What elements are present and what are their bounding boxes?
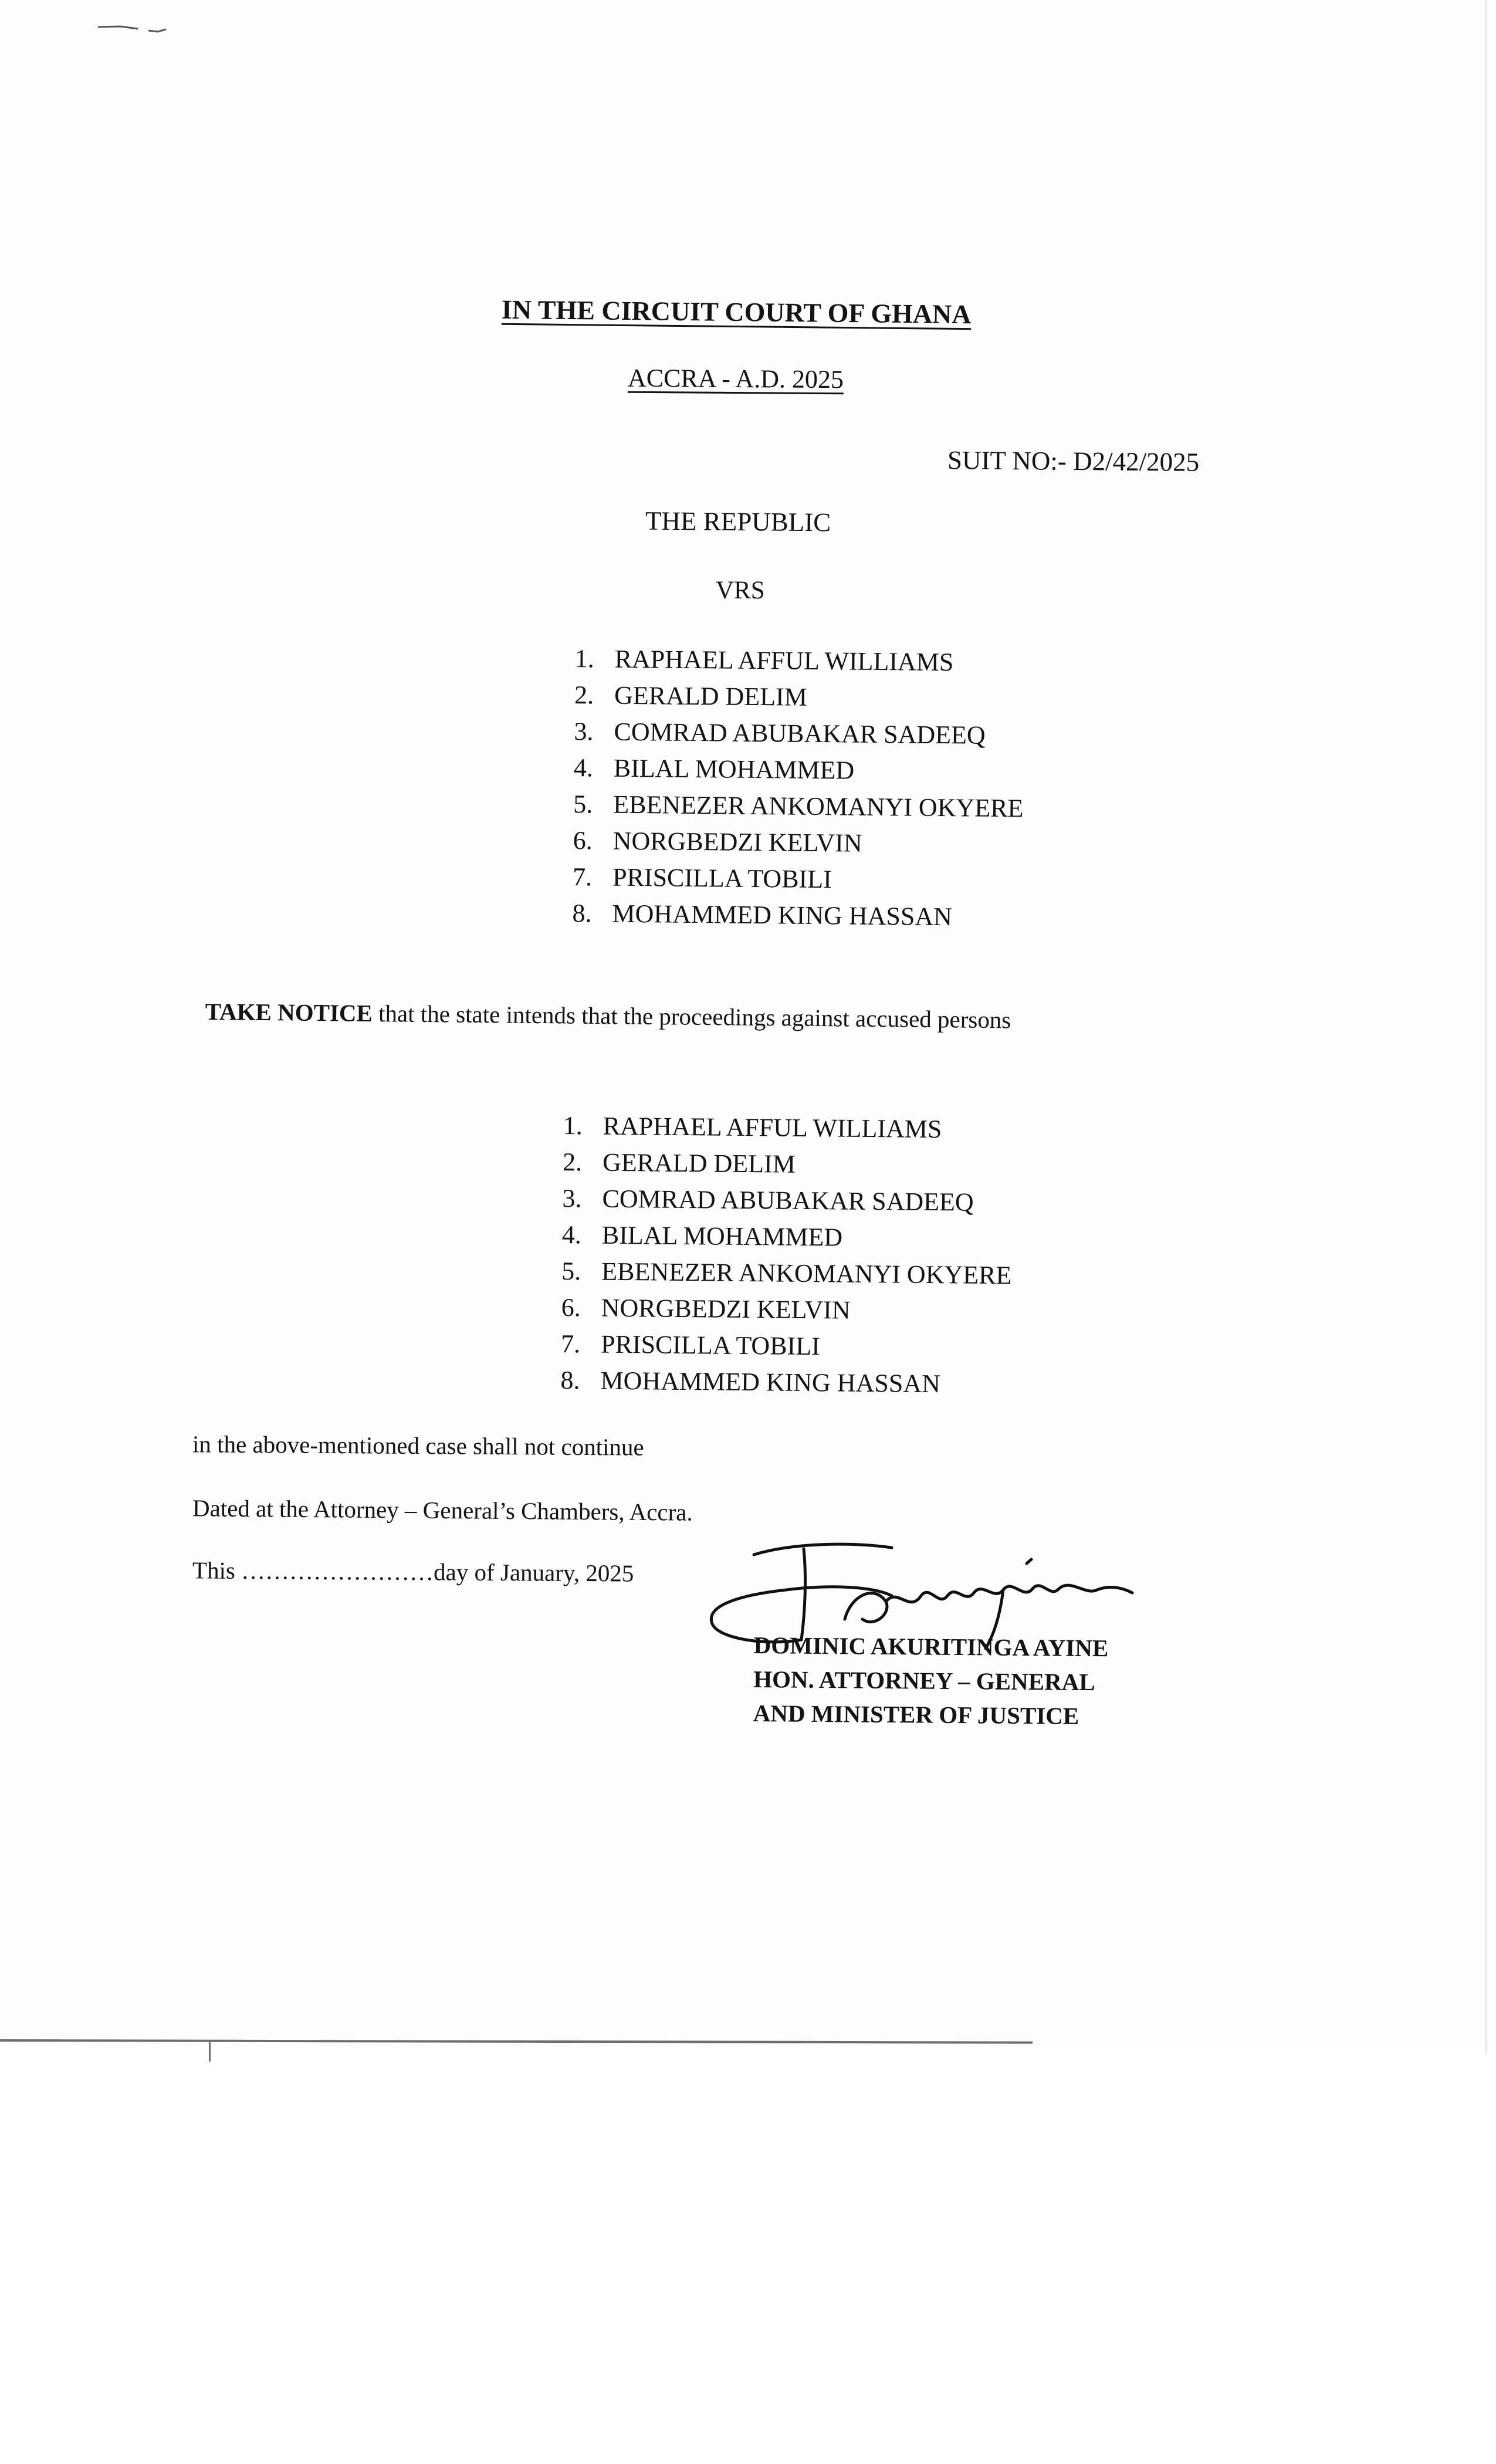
list-item [572,895,1023,936]
list-item [573,786,1024,827]
court-place-year: ACCRA - A.D. 2025 [627,363,844,394]
list-number: 7. [572,862,593,892]
take-notice-lead: TAKE NOTICE [205,998,373,1027]
list-number: 2. [574,680,594,710]
take-notice-text: that the state intends that the proceedings against accused persons [372,999,1011,1034]
list-number: 6. [573,825,593,855]
dated-at-line: Dated at the Attorney – General’s Chambers, Accra. [192,1494,693,1526]
court-name: IN THE CIRCUIT COURT OF GHANA [501,294,972,330]
list-item [560,1362,1011,1403]
list-number: 8. [572,898,592,928]
list-item [562,1180,1013,1221]
accused-list-caption [572,641,1025,936]
list-item [574,641,1025,681]
list-item [562,1217,1013,1257]
accused-name: RAPHAEL AFFUL WILLIAMS [614,644,954,677]
list-item [561,1289,1011,1330]
accused-name: COMRAD ABUBAKAR SADEEQ [614,717,986,750]
list-number: 6. [561,1292,581,1322]
list-number: 2. [562,1147,583,1177]
list-item [574,677,1025,717]
accused-name: MOHAMMED KING HASSAN [612,899,953,932]
list-item [574,750,1024,790]
accused-name: BILAL MOHAMMED [601,1220,843,1252]
accused-name: GERALD DELIM [602,1148,796,1179]
accused-name: PRISCILLA TOBILI [600,1329,820,1361]
signatory-title-2: AND MINISTER OF JUSTICE [753,1699,1079,1729]
list-item [573,859,1023,899]
accused-name: RAPHAEL AFFUL WILLIAMS [603,1111,942,1144]
accused-name: NORGBEDZI KELVIN [612,826,862,858]
list-item [574,713,1024,754]
list-item [563,1144,1013,1184]
signatory-title: HON. ATTORNEY – GENERAL [753,1665,1095,1696]
list-number: 3. [562,1183,582,1213]
accused-name: NORGBEDZI KELVIN [601,1293,851,1325]
list-number: 4. [573,753,594,783]
handwritten-signature [698,1531,1144,1666]
scan-edge-tick [209,2042,211,2062]
closing-line: in the above-mentioned case shall not continue [192,1430,644,1461]
list-number: 1. [563,1111,583,1140]
versus-label: VRS [716,577,765,604]
prosecution-party: THE REPUBLIC [645,506,831,537]
list-number: 1. [574,644,594,673]
list-item [561,1326,1011,1366]
accused-name: EBENEZER ANKOMANYI OKYERE [601,1257,1012,1290]
scan-speck-mark [97,23,179,33]
list-number: 5. [561,1256,581,1286]
accused-name: BILAL MOHAMMED [613,753,855,785]
accused-name: MOHAMMED KING HASSAN [600,1366,941,1399]
date-line: This ……………………day of January, 2025 [192,1556,634,1587]
list-item [573,823,1023,863]
accused-name: GERALD DELIM [614,681,808,712]
scan-edge-right [1485,0,1487,2053]
list-number: 5. [573,789,593,819]
list-number: 8. [560,1365,580,1395]
list-number: 3. [574,716,594,746]
signatory-name: DOMINIC AKURITINGA AYINE [753,1631,1109,1662]
suit-number: SUIT NO:- D2/42/2025 [947,445,1200,477]
list-number: 7. [560,1329,581,1359]
list-item [561,1253,1012,1294]
accused-name: EBENEZER ANKOMANYI OKYERE [613,790,1024,823]
accused-name: COMRAD ABUBAKAR SADEEQ [602,1184,974,1217]
accused-list-notice [560,1108,1013,1403]
list-item [563,1108,1013,1148]
list-number: 4. [561,1220,582,1250]
accused-name: PRISCILLA TOBILI [612,862,832,894]
